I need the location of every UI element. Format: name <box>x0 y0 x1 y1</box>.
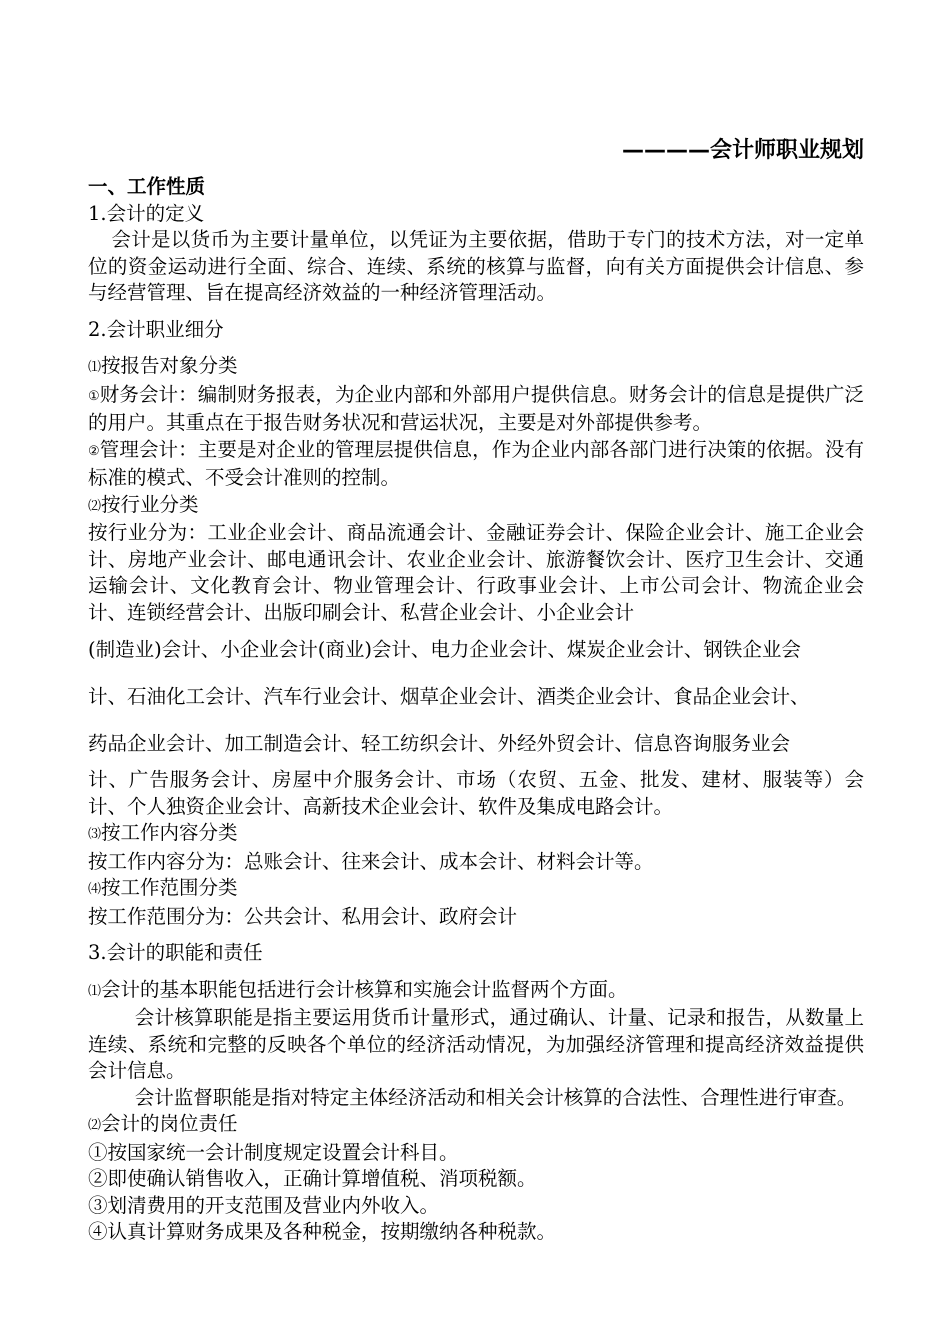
list-item-text: 财务会计：编制财务报表，为企业内部和外部用户提供信息。财务会计的信息是提供广泛的用户。其重点在于报告财务状况和营运状况，主要是对外部提供参考。 <box>88 382 864 434</box>
list-item-management-accounting <box>88 437 864 492</box>
work-scope-text: 按工作范围分为：公共会计、私用会计、政府会计 <box>88 904 518 928</box>
industry-line: 药品企业会计、加工制造会计、轻工纺织会计、外经外贸会计、信息咨询服务业会 <box>88 732 791 755</box>
category-by-industry <box>88 492 864 521</box>
duty-item: ①按国家统一会计制度规定设置会计科目。 <box>88 1140 459 1164</box>
list-item-financial-accounting <box>88 382 864 437</box>
category-by-work-content <box>88 820 864 849</box>
list-marker: ⑵ <box>88 498 102 514</box>
subsection-heading-functions: 3.会计的职能和责任 <box>88 941 263 964</box>
work-content-text: 按工作内容分为：总账会计、往来会计、成本会计、材料会计等。 <box>88 849 654 873</box>
list-marker: ① <box>88 388 100 404</box>
list-marker: ⑴ <box>88 360 102 375</box>
section-heading-work-nature: 一、工作性质 <box>88 175 206 198</box>
industry-line: (制造业)会计、小企业会计(商业)会计、电力企业会计、煤炭企业会计、钢铁企业会 <box>88 638 801 661</box>
category-by-work-scope <box>88 875 864 904</box>
definition-paragraph: 会计是以货币为主要计量单位，以凭证为主要依据，借助于专门的技术方法，对一定单位的资金运动进行全面、综合、连续、系统的核算与监督，向有关方面提供会计信息、参与经营管理、旨在提高经济效益的一种经济管理活动。 <box>88 228 864 304</box>
list-marker: ⑴ <box>88 983 102 999</box>
list-marker: ⑷ <box>88 882 102 897</box>
document-body <box>88 174 864 1246</box>
supervision-function-paragraph: 会计监督职能是指对特定主体经济活动和相关会计核算的合法性、合理性进行审查。 <box>134 1085 857 1109</box>
subsection-heading-subdivision: 2.会计职业细分 <box>88 317 224 341</box>
duty-item: ③划清费用的开支范围及营业内外收入。 <box>88 1193 440 1217</box>
accounting-function-paragraph: 会计核算职能是指主要运用货币计量形式，通过确认、计量、记录和报告，从数量上连续、系统和完整的反映各个单位的经济活动情况，为加强经济管理和提高经济效益提供会计信息。 <box>88 1006 864 1082</box>
industry-line: 按行业分为：工业企业会计、商品流通会计、金融证券会计、保险企业会计、施工企业会计、房地产业会计、邮电通讯会计、农业企业会计、旅游餐饮会计、医疗卫生会计、交通运输会计、文化教育会计、物业管理会计、行政事业会计、上市公司会计、物流企业会计、连锁经营会计、出版印刷会计、私营企业会计、小企业会计 <box>88 521 864 624</box>
list-item-text: 管理会计：主要是对企业的管理层提供信息，作为企业内部各部门进行决策的依据。没有标准的模式、不受会计准则的控制。 <box>88 437 864 489</box>
duty-item: ②即使确认销售收入，正确计算增值税、消项税额。 <box>88 1167 537 1190</box>
duty-item: ④认真计算财务成果及各种税金，按期缴纳各种税款。 <box>88 1220 557 1243</box>
basic-functions-item <box>88 977 864 1006</box>
category-title: 按行业分类 <box>101 492 199 516</box>
list-marker: ② <box>88 443 100 459</box>
list-item-text: 会计的岗位责任 <box>101 1112 238 1135</box>
industry-line: 计、石油化工会计、汽车行业会计、烟草企业会计、酒类企业会计、食品企业会计、 <box>88 685 810 708</box>
category-title: 按工作范围分类 <box>101 876 238 899</box>
industry-line: 计、广告服务会计、房屋中介服务会计、市场（农贸、五金、批发、建材、服装等）会计、个人独资企业会计、高新技术企业会计、软件及集成电路会计。 <box>88 768 864 818</box>
list-marker: ⑶ <box>88 827 102 842</box>
job-duties-item <box>88 1111 864 1140</box>
document-title: ————会计师职业规划 <box>621 138 864 163</box>
category-title: 按报告对象分类 <box>101 354 238 377</box>
category-by-report-target <box>88 353 864 382</box>
category-title: 按工作内容分类 <box>101 821 238 844</box>
subsection-heading-definition: 1.会计的定义 <box>88 201 205 225</box>
list-marker: ⑵ <box>88 1118 102 1133</box>
list-item-text: 会计的基本职能包括进行会计核算和实施会计监督两个方面。 <box>101 977 628 1001</box>
